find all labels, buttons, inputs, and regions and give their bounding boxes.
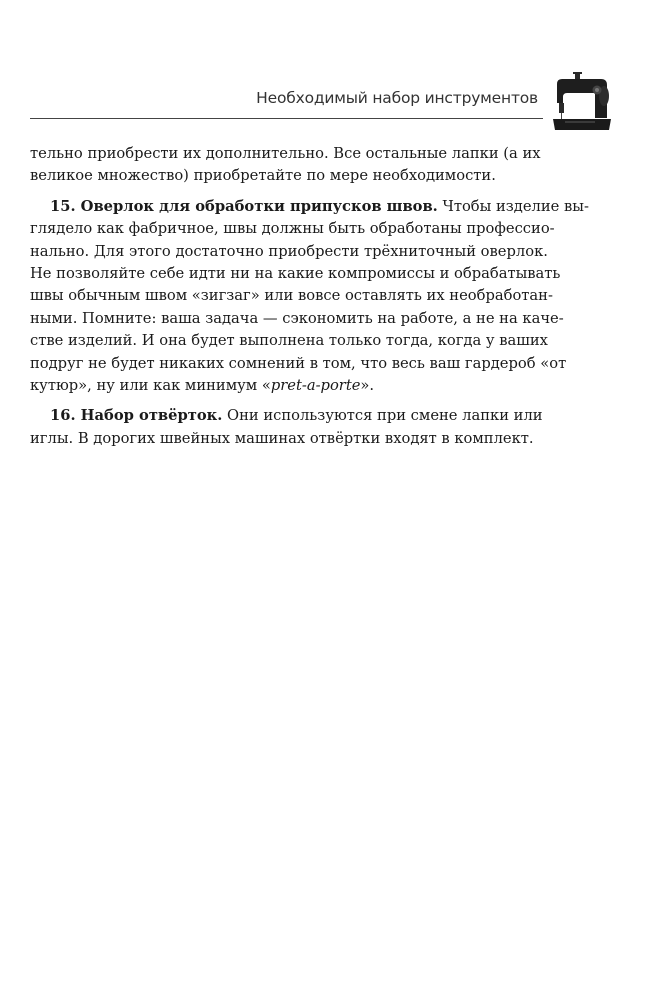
text-line: тельно приобрести их дополнительно. Все остальные лапки (а их xyxy=(30,145,541,162)
item-15-first-line-rest: Чтобы изделие вы- xyxy=(437,197,589,215)
paragraph-item-15 xyxy=(30,196,613,398)
text-line: иглы. В дорогих швейных машинах отвёртки входят в комплект. xyxy=(30,429,534,447)
text-line: глядело как фабричное, швы должны быть обработаны профессио- xyxy=(30,220,555,238)
item-15-last-line-end: ». xyxy=(360,377,375,395)
paragraph-item-16 xyxy=(30,405,613,450)
text-line: великое множество) приобретайте по мере необходимости. xyxy=(30,167,496,185)
item-16-title: 16. Набор отвёрток. xyxy=(50,407,223,425)
item-15-italic-term: pret-a-porte xyxy=(270,377,361,395)
page-header xyxy=(0,0,660,140)
text-line: ными. Помните: ваша задача — сэкономить на работе, а не на каче- xyxy=(30,309,564,327)
running-head-title: Необходимый набор инструментов xyxy=(256,89,538,107)
text-line xyxy=(30,196,613,218)
sewing-machine-icon xyxy=(551,70,613,132)
paragraph-continuation xyxy=(30,143,613,188)
text-line: Не позволяйте себе идти ни на какие компромиссы и обрабатывать xyxy=(30,265,561,283)
page-body xyxy=(30,143,613,450)
item-15-last-line-start: кутюр», ну или как минимум « xyxy=(30,377,271,395)
item-16-first-line-rest: Они используются при смене лапки или xyxy=(222,407,543,425)
text-line: стве изделий. И она будет выполнена только тогда, когда у ваших xyxy=(30,332,548,350)
text-line: подруг не будет никаких сомнений в том, что весь ваш гардероб «от xyxy=(30,354,567,372)
text-line xyxy=(30,375,613,397)
item-15-title: 15. Оверлок для обработки припусков швов. xyxy=(50,197,438,215)
header-rule xyxy=(30,118,543,119)
text-line xyxy=(30,405,613,427)
text-line: нально. Для этого достаточно приобрести трёхниточный оверлок. xyxy=(30,242,548,260)
text-line: швы обычным швом «зигзаг» или вовсе оставлять их необработан- xyxy=(30,287,553,305)
